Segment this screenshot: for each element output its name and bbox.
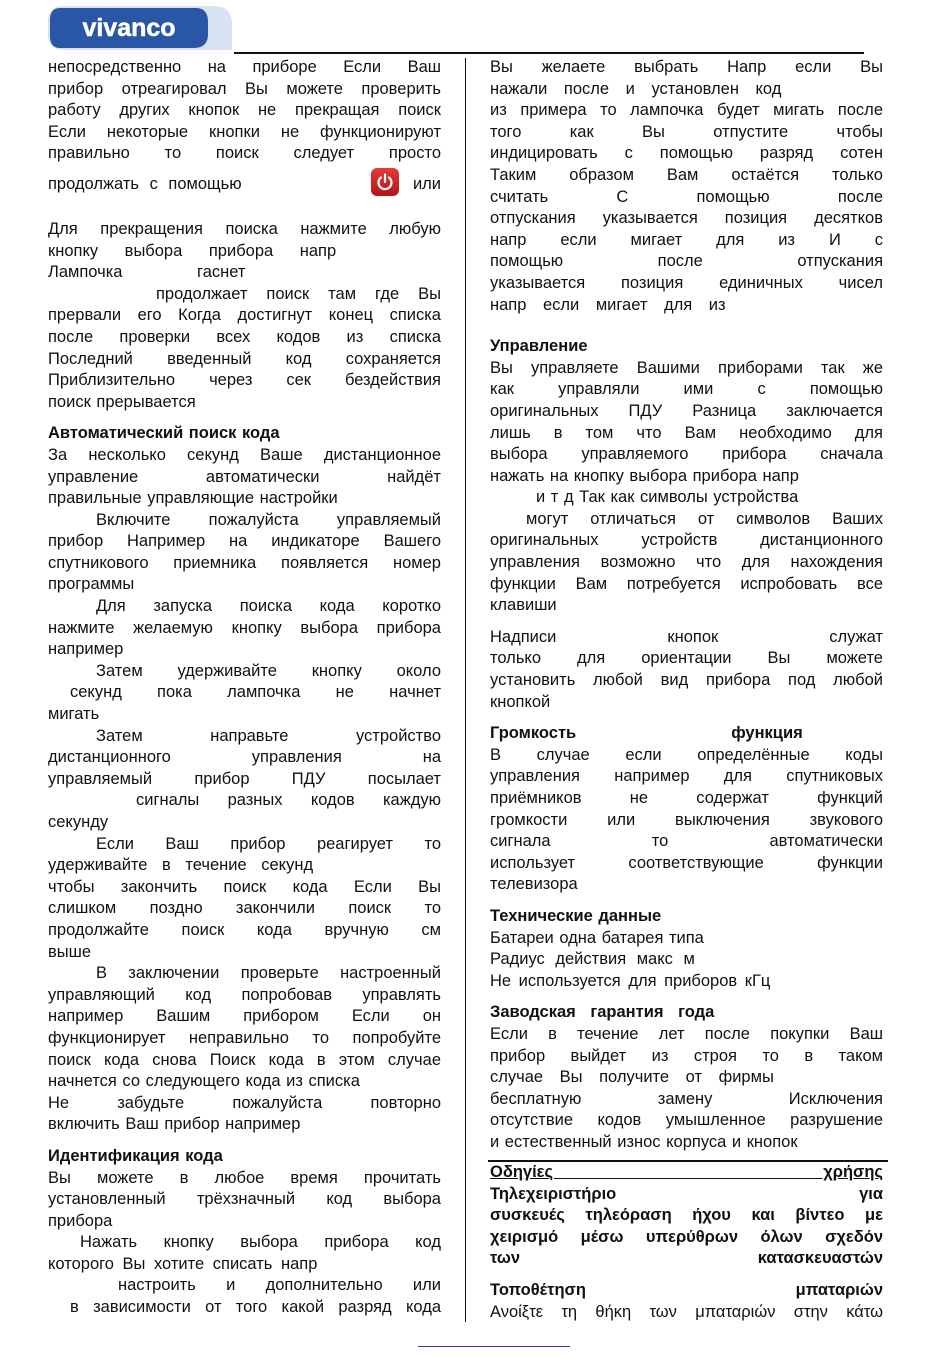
text-line: отпускания указывается позиция десятков [490,209,883,228]
text-line: как управляли ими с помощью [490,380,883,399]
text-line: поиск прерывается [48,392,196,411]
text-line: программы [48,575,135,594]
section-heading-auto-search: Автоматический поиск кода [48,424,280,443]
text-line: Батареи одна батарея типа [490,928,704,947]
text-line: секунд пока лампочка не начнет [70,683,441,702]
text-line: управления например для спутниковых [490,767,883,786]
text-line: нажмите желаемую кнопку выбора прибора [48,618,441,637]
text-line: спутникового приемника появляется номер [48,553,441,572]
text-line: прибора [48,1211,113,1230]
text-line: бесплатную замену Исключения [490,1089,883,1108]
greek-title: Οδηγίες χρήσης [490,1163,883,1181]
text-line: Для запуска поиска кода коротко [96,597,441,616]
text-line: секунду [48,813,109,831]
text-line: Если Ваш прибор реагирует то [96,834,441,853]
text-line: оригинальных устройств дистанционного [490,531,883,550]
text-line: Включите пожалуйста управляемый [96,510,441,529]
text-line: прибор Например на индикаторе Вашего [48,532,441,551]
text-line: Вы желаете выбрать Напр если Вы [490,58,883,76]
text-line: Если в течение лет после покупки Ваш [490,1024,883,1043]
text-line: клавиши [490,596,557,615]
text-line: Нажать кнопку выбора прибора код [80,1233,441,1252]
text-line: могут отличаться от символов Ваших [526,509,883,528]
text-line: после проверки всех кодов из списка [48,327,441,346]
text-line: оригинальных ПДУ Разница заключается [490,401,883,420]
continue-prefix: продолжать с помощью [48,175,242,194]
text-line: Если некоторые кнопки не функционируют [48,122,441,141]
section-heading-volume [490,723,883,745]
text-line: нажали после и установлен код [490,79,782,98]
text-line: прибор выйдет из строя то в таком [490,1046,883,1065]
text-line: кнопкой [490,692,551,711]
text-line: напр если мигает для из [490,295,726,314]
greek-subtitle-line: χειρισμό μέσω υπερύθρων όλων σχεδόν [490,1227,883,1246]
text-line: непосредственно на приборе Если Ваш [48,58,441,76]
volume-heading-right: функция [731,724,803,743]
section-heading-code-identification: Идентификация кода [48,1146,223,1165]
text-line: функционирует неправильно то попробуйте [48,1028,441,1047]
text-line: слишком поздно закончили поиск то [48,899,441,918]
power-button-icon [371,168,399,196]
text-line: выбора управляемого прибора сначала [490,445,883,464]
text-line: приёмников не содержат функций [490,789,883,807]
text-line: Приблизительно через сек бездействия [48,371,441,390]
text-line: того как Вы отпустите чтобы [490,122,883,141]
text-line: случае Вы получите от фирмы [490,1068,774,1087]
text-line: Надписи кнопок служат [490,627,883,646]
text-line: сигнала то автоматически [490,832,883,851]
text-line: считать С помощью после [490,187,883,206]
section-heading-warranty: Заводская гарантия года [490,1003,715,1022]
header-rule [234,52,864,54]
text-line: Вы управляете Вашими приборами так же [490,358,883,377]
text-line: За несколько секунд Ваше дистанционное [48,445,441,464]
text-line: В заключении проверьте настроенный [96,964,441,983]
greek-battery-text: Ανοίξτε τη θήκη των μπαταριών στην κάτω [490,1302,883,1321]
text-line: Не используется для приборов кГц [490,971,771,990]
section-heading-tech-data: Технические данные [490,906,662,925]
text-line: управляющий код попробовав управлять [48,985,441,1004]
text-line: только для ориентации Вы можете [490,649,883,668]
logo-text: vivanco [82,14,176,42]
text-line: правильные управляющие настройки [48,489,338,508]
text-line: В случае если определённые коды [490,745,883,764]
text-line: нажать на кнопку выбора прибора напр [490,466,799,485]
text-line: включить Ваш прибор например [48,1115,301,1134]
text-line: напр если мигает для из И с [490,230,883,249]
text-line: например [48,640,124,659]
text-line: Последний введенный код сохраняется [48,349,441,368]
text-line: из примера то лампочка будет мигать после [490,101,883,120]
text-line: указывается позиция единичных чисел [490,273,883,292]
text-line: Лампочка гаснет [48,263,246,282]
vivanco-logo [46,4,234,52]
text-line: например Вашим прибором Если он [48,1007,441,1026]
text-line: которого Вы хотите списать напр [48,1254,318,1273]
text-line: чтобы закончить поиск кода Если Вы [48,877,441,896]
volume-heading-left: Громкость [490,724,577,743]
greek-subtitle-line: συσκευές τηλεόραση ήχου και βίντεο με [490,1206,883,1225]
text-line: кнопку выбора прибора напр [48,241,337,260]
text-line: дистанционного управления на [48,748,441,767]
text-line: продолжайте поиск кода вручную см [48,920,441,939]
text-line: отсутствие кодов умышленное разрушение [490,1111,883,1130]
text-line: и естественный износ корпуса и кнопок [490,1132,798,1151]
text-line: Вы можете в любое время прочитать [48,1168,441,1187]
text-line: продолжает поиск там где Вы [156,284,441,303]
text-line: правильно то поиск следует просто [48,144,441,163]
text-line: Затем удерживайте кнопку около [96,661,441,680]
text-line: телевизора [490,875,578,894]
text-line: Таким образом Вам остаётся только [490,165,883,184]
text-line: работу других кнопок не прекращая поиск [48,101,441,120]
text-line: использует соответствующие функции [490,853,883,872]
greek-section [490,1162,883,1323]
text-line: Радиус действия макс м [490,950,695,969]
text-line: индицировать с помощью разряд сотен [490,144,883,163]
right-column [490,57,883,1154]
text-line: функции Вам потребуется испробовать все [490,574,883,593]
text-line: в зависимости от того какой разряд кода [70,1298,441,1317]
text-line: мигать [48,705,100,724]
text-line: начнется со следующего кода из списка [48,1072,360,1091]
text-line: прервали его Когда достигнут конец списка [48,306,441,325]
text-line: установить любой вид прибора под любой [490,671,883,690]
text-line: установленный трёхзначный код выбора [48,1190,441,1209]
text-line: Не забудьте пожалуйста повторно [48,1093,441,1112]
greek-battery-heading: Τοποθέτηση μπαταριών [490,1280,883,1299]
text-line: и т д Так как символы устройства [536,488,799,507]
text-line: управление автоматически найдёт [48,467,441,486]
footer-link-underline[interactable] [418,1346,570,1347]
text-line: помощью после отпускания [490,252,883,271]
text-line: Затем направьте устройство [96,726,441,745]
text-line: выше [48,942,92,961]
greek-subtitle-line: Τηλεχειριστήριο για [490,1184,883,1203]
text-line: громкости или выключения звукового [490,810,883,829]
continue-suffix: или [412,175,441,194]
text-line: Для прекращения поиска нажмите любую [48,219,441,238]
text-line: поиск кода снова Поиск кода в этом случае [48,1050,441,1069]
text-line: управляемый прибор ПДУ посылает [48,769,441,788]
text-line: настроить и дополнительно или [118,1276,441,1295]
greek-subtitle-line: των κατασκευαστών [490,1249,883,1268]
text-line: сигналы разных кодов каждую [136,791,441,810]
continue-line [48,171,441,199]
text-line: лишь в том что Вам необходимо для [490,423,883,442]
text-line: управления возможно что для нахождения [490,553,883,572]
section-heading-control: Управление [490,337,588,356]
left-column [48,57,441,1319]
text-line: удерживайте в течение секунд [48,856,314,875]
text-line: прибор отреагировал Вы можете проверить [48,79,441,98]
column-divider [465,58,466,1322]
